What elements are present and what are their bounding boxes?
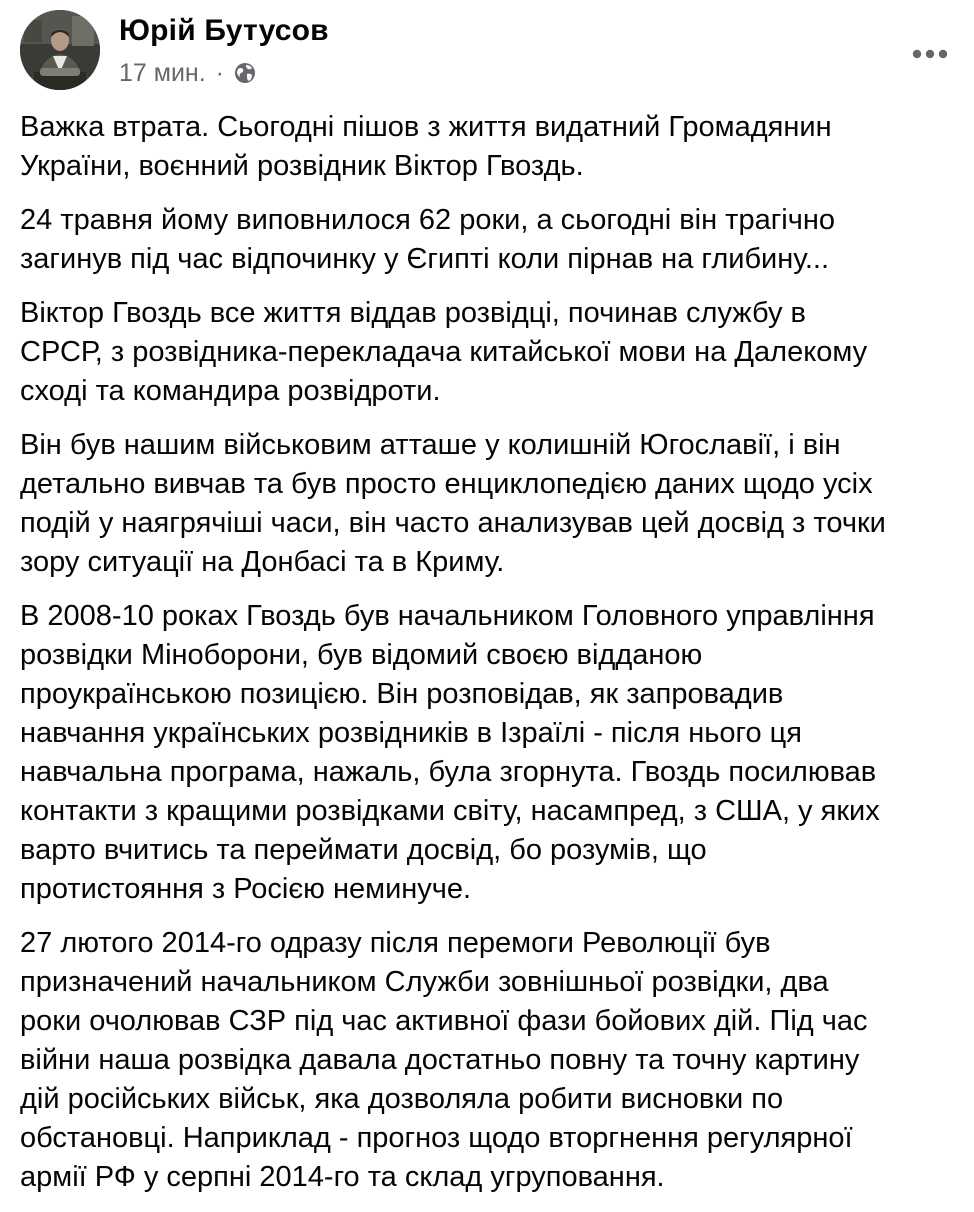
post-options-button[interactable] (906, 34, 954, 74)
globe-icon[interactable] (233, 61, 257, 85)
author-avatar[interactable] (20, 10, 100, 90)
post-paragraph: В 2008-10 роках Гвоздь був начальником Головного управління розвідки Міноборони, був відомий своєю відданою проукраїнською позицією. Він розповідав, як запровадив навчання українських розвідників в Ізраїлі - після нього ця навчальна програма, нажаль, була згорнута. Гвоздь посилював контакти з кращими розвідками світу, насампред, з США, у яких варто вчитись та переймати досвід, бо розумів, що протистояння з Росією неминуче. (20, 600, 880, 905)
post-paragraph: 27 лютого 2014-го одразу після перемоги Революції був призначений начальником Служби зовнішньої розвідки, два роки очолював СЗР під час активної фази бойових дій. Під час війни наша розвідка давала достатньо повну та точну картину дій російських військ, яка дозволяла робити висновки по обстановці. Наприклад - прогноз щодо вторгнення регулярної армії РФ у серпні 2014-го та склад угруповання. (20, 927, 868, 1193)
post-paragraph: Важка втрата. Сьогодні пішов з життя видатний Громадянин України, воєнний розвідник Віктор Гвоздь. (20, 111, 832, 182)
post-meta (119, 56, 257, 90)
post-paragraph: Віктор Гвоздь все життя віддав розвідці, починав службу в СРСР, з розвідника-перекладача китайської мови на Далекому сході та командира розвідроти. (20, 297, 868, 407)
post-paragraph: Він був нашим військовим атташе у колишній Югославії, і він детально вивчав та був просто енциклопедією даних щодо усіх подій у наягрячіші часи, він часто анализував цей досвід з точки зору ситуації на Донбасі та в Криму. (20, 429, 886, 578)
avatar-photo (20, 10, 100, 90)
post-header (20, 10, 954, 92)
post-timestamp[interactable]: 17 мин. (119, 58, 206, 87)
post-text (20, 108, 960, 1212)
more-horizontal-icon (912, 49, 948, 59)
post-paragraph: 24 травня йому виповнилося 62 роки, а сьогодні він трагічно загинув під час відпочинку у Єгипті коли пірнав на глибину... (20, 204, 835, 275)
author-name[interactable]: Юрій Бутусов (119, 14, 329, 47)
meta-separator: · (215, 58, 224, 87)
